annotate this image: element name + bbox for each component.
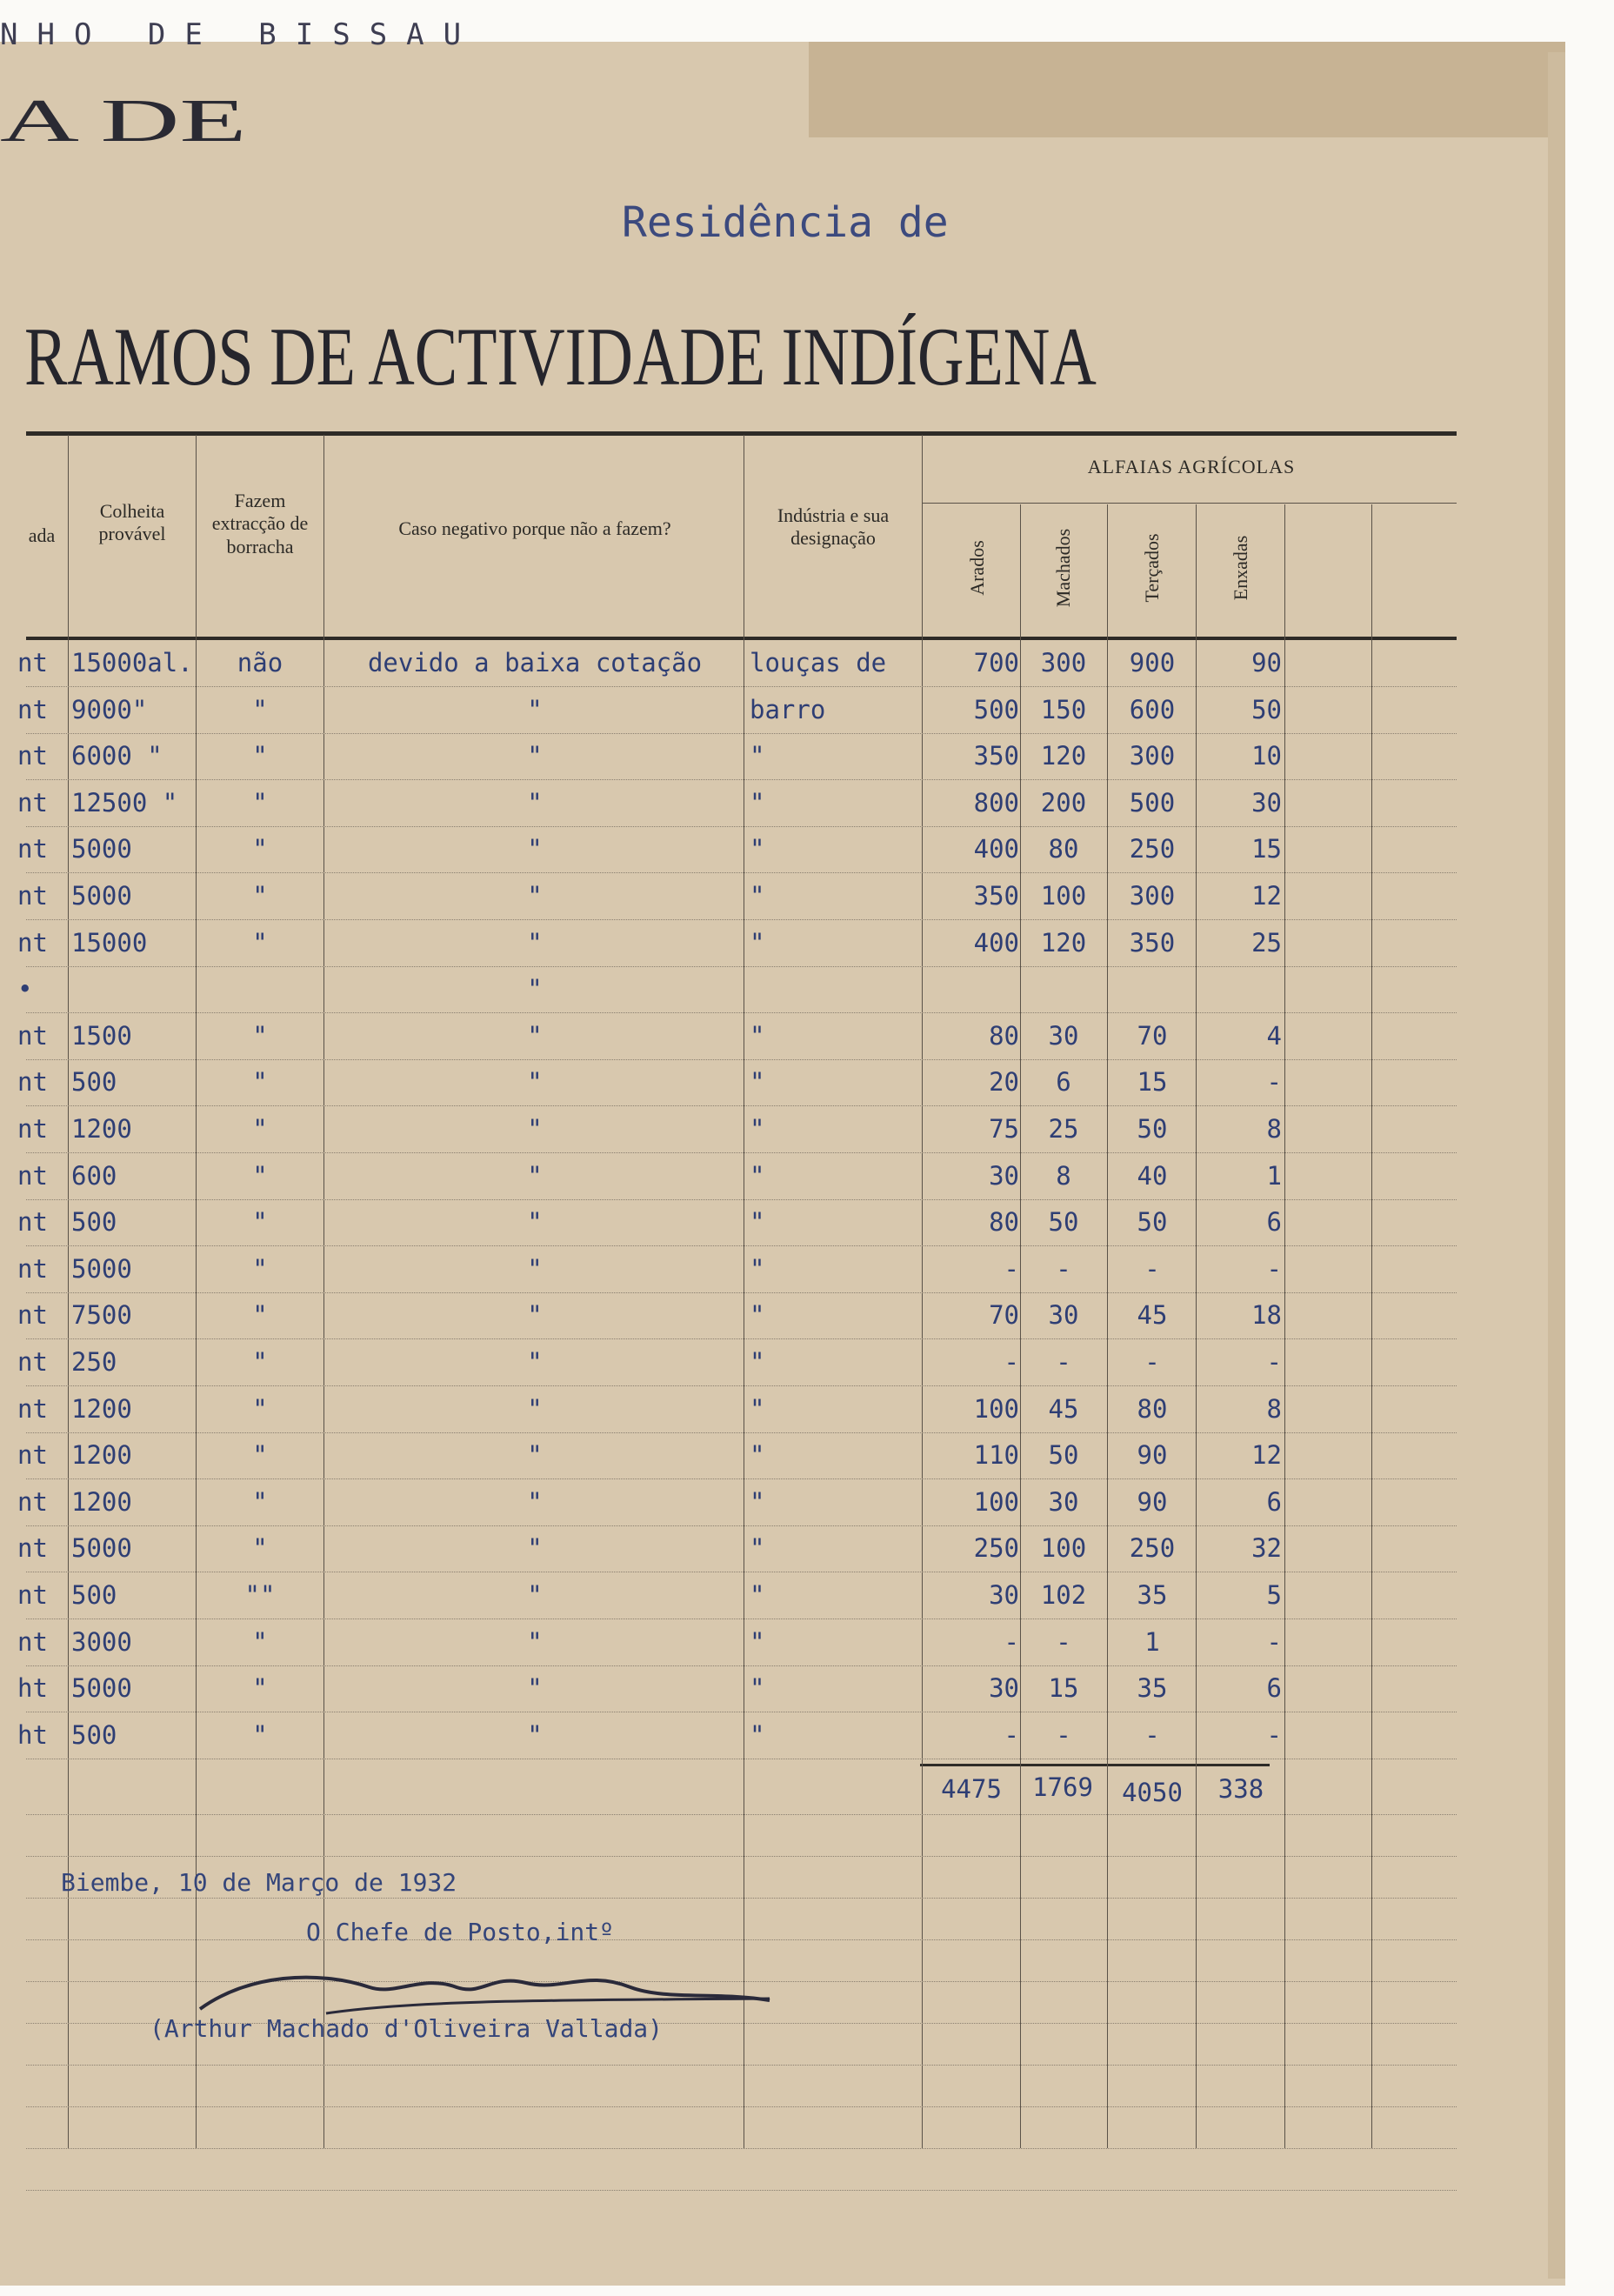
- cell-colheita: 15000: [71, 928, 148, 958]
- cell-tercados: 45: [1137, 1300, 1168, 1330]
- cell-enxadas: -: [1266, 1254, 1282, 1284]
- cell-colheita: 5000: [71, 1254, 132, 1284]
- cell-tercados: 50: [1137, 1114, 1168, 1144]
- cell-tercados: -: [1144, 1347, 1160, 1377]
- cell-colheita: 6000 ": [71, 741, 163, 771]
- cell-arados: 100: [973, 1487, 1019, 1517]
- cell-enxadas: 25: [1251, 928, 1282, 958]
- cell-ind: ": [750, 881, 765, 911]
- cell-enxadas: 12: [1251, 881, 1282, 911]
- cell-arados: 700: [973, 648, 1019, 677]
- cell-arados: 350: [973, 741, 1019, 771]
- row-rule: [26, 2148, 1457, 2149]
- cell-enxadas: 12: [1251, 1440, 1282, 1470]
- cell-a: nt: [17, 1254, 48, 1284]
- cell-arados: 70: [989, 1300, 1019, 1330]
- cell-colheita: 7500: [71, 1300, 132, 1330]
- cell-enxadas: 8: [1266, 1114, 1282, 1144]
- cell-caso: ": [527, 834, 543, 864]
- col-header-colheita: Colheita provável: [98, 500, 166, 545]
- cell-machados: 30: [1048, 1487, 1079, 1517]
- cell-colheita: 1200: [71, 1440, 132, 1470]
- row-rule: [26, 919, 1457, 920]
- cell-fazem: ": [252, 1067, 268, 1097]
- cell-fazem: ": [252, 1673, 268, 1703]
- cell-fazem: ": [252, 1021, 268, 1051]
- cell-ind: ": [750, 1627, 765, 1657]
- cell-ind: barro: [750, 695, 826, 724]
- cell-caso: ": [527, 974, 543, 1004]
- residencia-label: Residência de: [622, 198, 949, 247]
- cell-fazem: ": [252, 1300, 268, 1330]
- cell-a: nt: [17, 881, 48, 911]
- cell-a: nt: [17, 1580, 48, 1610]
- cell-a: nt: [17, 741, 48, 771]
- cell-enxadas: 50: [1251, 695, 1282, 724]
- cell-tercados: 250: [1129, 1533, 1176, 1563]
- cell-arados: -: [1004, 1254, 1019, 1284]
- cell-colheita: 3000: [71, 1627, 132, 1657]
- cell-fazem: ": [252, 695, 268, 724]
- cell-caso: ": [527, 1114, 543, 1144]
- cell-ind: ": [750, 1347, 765, 1377]
- cell-machados: 120: [1040, 928, 1087, 958]
- cell-ind: ": [750, 1254, 765, 1284]
- row-rule: [26, 1856, 1457, 1857]
- cell-fazem: ": [252, 741, 268, 771]
- cell-colheita: 250: [71, 1347, 117, 1377]
- cell-enxadas: 90: [1251, 648, 1282, 677]
- cell-a: nt: [17, 1627, 48, 1657]
- cell-a: nt: [17, 648, 48, 677]
- totals-rule: [920, 1764, 1270, 1766]
- cell-caso: ": [527, 881, 543, 911]
- cell-fazem: ": [252, 1394, 268, 1424]
- total-enxadas: 338: [1217, 1774, 1264, 1804]
- cell-machados: 6: [1056, 1067, 1071, 1097]
- cell-caso: ": [527, 1440, 543, 1470]
- paper-edge: [1548, 52, 1565, 2279]
- cell-caso: ": [527, 928, 543, 958]
- cell-fazem: ": [252, 1347, 268, 1377]
- header-line: NHO DE BISSAU: [0, 17, 481, 52]
- cell-arados: 30: [989, 1673, 1019, 1703]
- row-rule: [26, 1059, 1457, 1060]
- cell-tercados: 600: [1129, 695, 1176, 724]
- cell-colheita: 1200: [71, 1114, 132, 1144]
- cell-ind: ": [750, 1067, 765, 1097]
- cell-machados: 30: [1048, 1021, 1079, 1051]
- cell-a: •: [17, 974, 33, 1004]
- cell-ind: ": [750, 1673, 765, 1703]
- cell-ind: ": [750, 928, 765, 958]
- cell-tercados: 35: [1137, 1580, 1168, 1610]
- cell-fazem: ": [252, 1207, 268, 1237]
- cell-arados: 30: [989, 1580, 1019, 1610]
- cell-a: ht: [17, 1673, 48, 1703]
- cell-colheita: 9000": [71, 695, 148, 724]
- cell-tercados: 300: [1129, 741, 1176, 771]
- row-rule: [26, 1385, 1457, 1386]
- cell-caso: devido a baixa cotação: [367, 648, 703, 677]
- cell-a: nt: [17, 1067, 48, 1097]
- cell-arados: 100: [973, 1394, 1019, 1424]
- cell-tercados: 350: [1129, 928, 1176, 958]
- cell-fazem: não: [237, 648, 283, 677]
- col-header-alfaias: ALFAIAS AGRÍCOLAS: [1087, 456, 1296, 477]
- paper-stain: [809, 42, 1565, 137]
- col-header-caso: Caso negativo porque não a fazem?: [398, 517, 671, 539]
- cell-machados: 100: [1040, 1533, 1087, 1563]
- cell-machados: 102: [1040, 1580, 1087, 1610]
- row-rule: [26, 2065, 1457, 2066]
- signatory-role: O Chefe de Posto,intº: [306, 1918, 615, 1946]
- cell-ind: ": [750, 1114, 765, 1144]
- cell-machados: 45: [1048, 1394, 1079, 1424]
- cell-tercados: 1: [1144, 1627, 1160, 1657]
- col-header-tercados: Terçados: [1141, 533, 1163, 603]
- cell-enxadas: 32: [1251, 1533, 1282, 1563]
- cell-a: nt: [17, 1394, 48, 1424]
- col-line: [1371, 504, 1372, 2148]
- col-header-industria: Indústria e sua designação: [777, 504, 890, 550]
- col-line: [1196, 504, 1197, 2148]
- cell-arados: 80: [989, 1021, 1019, 1051]
- cell-caso: ": [527, 1254, 543, 1284]
- cell-a: nt: [17, 1440, 48, 1470]
- cell-ind: ": [750, 1487, 765, 1517]
- cell-fazem: ": [252, 1533, 268, 1563]
- cell-enxadas: 6: [1266, 1487, 1282, 1517]
- cell-a: nt: [17, 1300, 48, 1330]
- cell-caso: ": [527, 1533, 543, 1563]
- cell-caso: ": [527, 1207, 543, 1237]
- cell-fazem: ": [252, 1720, 268, 1750]
- cell-tercados: 900: [1129, 648, 1176, 677]
- cell-fazem: ": [252, 881, 268, 911]
- cell-arados: 500: [973, 695, 1019, 724]
- cell-machados: 100: [1040, 881, 1087, 911]
- signatory-name: (Arthur Machado d'Oliveira Vallada): [150, 2014, 664, 2043]
- row-rule: [26, 1478, 1457, 1479]
- cell-tercados: 70: [1137, 1021, 1168, 1051]
- col-line: [1284, 504, 1285, 2148]
- cell-arados: -: [1004, 1347, 1019, 1377]
- cell-colheita: 1200: [71, 1487, 132, 1517]
- row-rule: [26, 826, 1457, 827]
- cell-machados: 50: [1048, 1207, 1079, 1237]
- cell-enxadas: 8: [1266, 1394, 1282, 1424]
- cell-tercados: -: [1144, 1254, 1160, 1284]
- cell-colheita: 1500: [71, 1021, 132, 1051]
- row-rule: [26, 733, 1457, 734]
- cell-colheita: 12500 ": [71, 788, 178, 818]
- cell-enxadas: 15: [1251, 834, 1282, 864]
- cell-enxadas: 1: [1266, 1161, 1282, 1191]
- total-machados: 1769: [1032, 1772, 1093, 1802]
- cell-machados: 300: [1040, 648, 1087, 677]
- cell-a: nt: [17, 1347, 48, 1377]
- cell-machados: 80: [1048, 834, 1079, 864]
- row-rule: [26, 686, 1457, 687]
- row-rule: [26, 1898, 1457, 1899]
- cell-enxadas: 10: [1251, 741, 1282, 771]
- cell-arados: 30: [989, 1161, 1019, 1191]
- row-rule: [26, 1525, 1457, 1526]
- cell-machados: -: [1056, 1254, 1071, 1284]
- cell-ind: ": [750, 1580, 765, 1610]
- page-title: RAMOS DE ACTIVIDADE INDÍGENA: [24, 310, 1097, 403]
- row-rule: [26, 1338, 1457, 1339]
- cell-tercados: 50: [1137, 1207, 1168, 1237]
- cell-tercados: 90: [1137, 1487, 1168, 1517]
- cell-caso: ": [527, 1347, 543, 1377]
- cell-tercados: 500: [1129, 788, 1176, 818]
- cell-caso: ": [527, 695, 543, 724]
- cell-fazem: ": [252, 1627, 268, 1657]
- row-rule: [26, 1432, 1457, 1433]
- cell-caso: ": [527, 1394, 543, 1424]
- cell-colheita: 1200: [71, 1394, 132, 1424]
- cell-ind: ": [750, 1021, 765, 1051]
- cell-caso: ": [527, 1627, 543, 1657]
- row-rule: [26, 872, 1457, 873]
- cell-tercados: 300: [1129, 881, 1176, 911]
- cell-arados: 250: [973, 1533, 1019, 1563]
- cell-fazem: ": [252, 928, 268, 958]
- cell-ind: ": [750, 1300, 765, 1330]
- cell-a: nt: [17, 788, 48, 818]
- cell-colheita: 500: [71, 1207, 117, 1237]
- cell-machados: 30: [1048, 1300, 1079, 1330]
- cell-a: ht: [17, 1720, 48, 1750]
- cell-a: nt: [17, 1021, 48, 1051]
- cell-tercados: 15: [1137, 1067, 1168, 1097]
- row-rule: [26, 1292, 1457, 1293]
- total-arados: 4475: [941, 1774, 1002, 1804]
- col-header-fazem: Fazem extracção de borracha: [211, 490, 309, 557]
- cell-enxadas: -: [1266, 1067, 1282, 1097]
- cell-colheita: 600: [71, 1161, 117, 1191]
- cell-enxadas: 6: [1266, 1207, 1282, 1237]
- cell-colheita: 5000: [71, 834, 132, 864]
- col-line: [1020, 504, 1021, 2148]
- cell-arados: 350: [973, 881, 1019, 911]
- cell-arados: 80: [989, 1207, 1019, 1237]
- cell-ind: ": [750, 1533, 765, 1563]
- cell-tercados: 40: [1137, 1161, 1168, 1191]
- cell-colheita: 500: [71, 1580, 117, 1610]
- cell-machados: 15: [1048, 1673, 1079, 1703]
- cell-tercados: 80: [1137, 1394, 1168, 1424]
- row-rule: [26, 1105, 1457, 1106]
- cell-ind: ": [750, 788, 765, 818]
- row-rule: [26, 1245, 1457, 1246]
- cell-colheita: 15000al.: [71, 648, 193, 677]
- cell-enxadas: 4: [1266, 1021, 1282, 1051]
- cell-fazem: ": [252, 788, 268, 818]
- cell-ind: ": [750, 1440, 765, 1470]
- cell-arados: 800: [973, 788, 1019, 818]
- cell-enxadas: 30: [1251, 788, 1282, 818]
- cell-machados: 200: [1040, 788, 1087, 818]
- cell-caso: ": [527, 1673, 543, 1703]
- cell-colheita: 5000: [71, 1673, 132, 1703]
- cell-caso: ": [527, 1300, 543, 1330]
- cell-enxadas: -: [1266, 1347, 1282, 1377]
- row-rule: [26, 2190, 1457, 2191]
- cell-enxadas: -: [1266, 1627, 1282, 1657]
- cell-a: nt: [17, 1161, 48, 1191]
- cell-fazem: ": [252, 1114, 268, 1144]
- cell-ind: ": [750, 1161, 765, 1191]
- cell-machados: 150: [1040, 695, 1087, 724]
- cell-machados: 50: [1048, 1440, 1079, 1470]
- place-date: Biembe, 10 de Março de 1932: [61, 1868, 457, 1897]
- cell-enxadas: 5: [1266, 1580, 1282, 1610]
- row-rule: [26, 779, 1457, 780]
- cell-arados: 400: [973, 834, 1019, 864]
- cell-arados: 110: [973, 1440, 1019, 1470]
- alfaias-rule: [922, 503, 1457, 504]
- cell-a: nt: [17, 1487, 48, 1517]
- cell-caso: ": [527, 1487, 543, 1517]
- col-header-enxadas: Enxadas: [1230, 535, 1251, 601]
- cell-arados: -: [1004, 1720, 1019, 1750]
- cell-fazem: ": [252, 1161, 268, 1191]
- col-line: [922, 435, 923, 2148]
- cell-caso: ": [527, 1161, 543, 1191]
- cell-a: nt: [17, 928, 48, 958]
- cell-machados: 8: [1056, 1161, 1071, 1191]
- cell-colheita: 5000: [71, 1533, 132, 1563]
- header-rule-bottom: [26, 637, 1457, 640]
- cell-caso: ": [527, 1067, 543, 1097]
- col-header-area: ada: [28, 524, 56, 546]
- cell-a: nt: [17, 834, 48, 864]
- col-line: [1107, 504, 1108, 2148]
- cell-a: nt: [17, 1207, 48, 1237]
- cell-caso: ": [527, 741, 543, 771]
- cell-machados: 120: [1040, 741, 1087, 771]
- cell-ind: ": [750, 741, 765, 771]
- row-rule: [26, 1814, 1457, 1815]
- cell-arados: 20: [989, 1067, 1019, 1097]
- col-header-machados: Machados: [1052, 528, 1074, 608]
- col-header-arados: Arados: [966, 540, 988, 596]
- row-rule: [26, 1665, 1457, 1666]
- row-rule: [26, 2106, 1457, 2107]
- cell-tercados: -: [1144, 1720, 1160, 1750]
- cell-machados: 25: [1048, 1114, 1079, 1144]
- row-rule: [26, 1152, 1457, 1153]
- total-tercados: 4050: [1122, 1778, 1183, 1807]
- cell-caso: ": [527, 1720, 543, 1750]
- cell-machados: -: [1056, 1347, 1071, 1377]
- cell-machados: -: [1056, 1720, 1071, 1750]
- cell-fazem: "": [244, 1580, 276, 1610]
- cell-enxadas: 6: [1266, 1673, 1282, 1703]
- cell-a: nt: [17, 695, 48, 724]
- cell-ind: louças de: [750, 648, 887, 677]
- cell-caso: ": [527, 1021, 543, 1051]
- cell-fazem: ": [252, 834, 268, 864]
- cell-enxadas: -: [1266, 1720, 1282, 1750]
- cell-tercados: 250: [1129, 834, 1176, 864]
- cell-fazem: ": [252, 1254, 268, 1284]
- row-rule: [26, 1199, 1457, 1200]
- cell-caso: ": [527, 1580, 543, 1610]
- cell-machados: -: [1056, 1627, 1071, 1657]
- cell-colheita: 5000: [71, 881, 132, 911]
- row-rule: [26, 966, 1457, 967]
- cell-a: nt: [17, 1533, 48, 1563]
- cell-arados: 400: [973, 928, 1019, 958]
- cell-ind: ": [750, 834, 765, 864]
- header-de: A DE: [0, 88, 247, 155]
- row-rule: [26, 1012, 1457, 1013]
- cell-caso: ": [527, 788, 543, 818]
- cell-arados: -: [1004, 1627, 1019, 1657]
- cell-fazem: ": [252, 1440, 268, 1470]
- cell-ind: ": [750, 1394, 765, 1424]
- cell-a: nt: [17, 1114, 48, 1144]
- cell-ind: ": [750, 1720, 765, 1750]
- header-rule-top: [26, 431, 1457, 436]
- cell-tercados: 90: [1137, 1440, 1168, 1470]
- cell-enxadas: 18: [1251, 1300, 1282, 1330]
- cell-ind: ": [750, 1207, 765, 1237]
- cell-arados: 75: [989, 1114, 1019, 1144]
- cell-tercados: 35: [1137, 1673, 1168, 1703]
- cell-colheita: 500: [71, 1067, 117, 1097]
- cell-colheita: 500: [71, 1720, 117, 1750]
- cell-fazem: ": [252, 1487, 268, 1517]
